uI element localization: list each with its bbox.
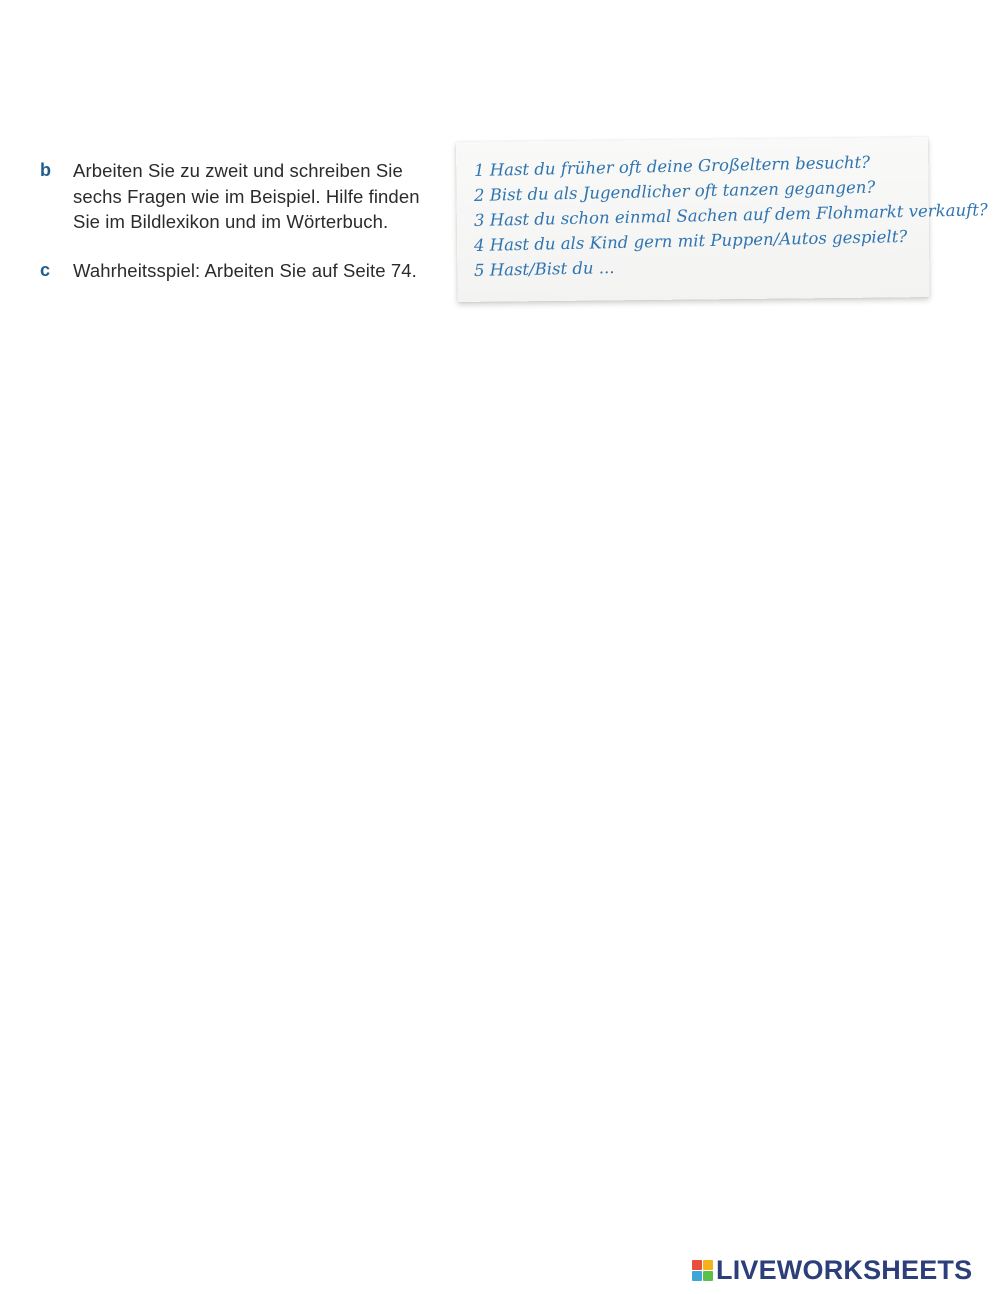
handwritten-questions — [473, 152, 988, 283]
task-b — [40, 158, 450, 235]
example-note — [452, 138, 988, 314]
instruction-line: Wahrheitsspiel: Arbeiten Sie auf Seite 74. — [73, 259, 417, 281]
task-c — [40, 258, 450, 284]
question-line: 5 Hast/Bist du ... — [473, 258, 615, 280]
question-line: 3 Hast du schon einmal Sachen auf dem Flohmarkt verkauft? — [473, 200, 988, 230]
logo-text: LIVEWORKSHEETS — [716, 1255, 973, 1285]
logo-square-blue — [692, 1271, 702, 1281]
question-line: 1 Hast du früher oft deine Großeltern besucht? — [473, 152, 871, 180]
instruction-line: sechs Fragen wie im Beispiel. Hilfe finden — [73, 185, 420, 207]
instruction-line: Arbeiten Sie zu zweit und schreiben Sie — [73, 160, 403, 181]
instruction-line: Sie im Bildlexikon und im Wörterbuch. — [73, 211, 389, 232]
question-line: 4 Hast du als Kind gern mit Puppen/Autos gespielt? — [473, 226, 908, 255]
task-letter: b — [40, 160, 51, 180]
task-letter: c — [40, 259, 51, 280]
logo-square-yellow — [703, 1260, 713, 1270]
logo-square-green — [703, 1271, 713, 1281]
task-instruction — [73, 158, 420, 235]
task-instruction — [73, 258, 417, 284]
logo-square-red — [692, 1260, 702, 1270]
task-list — [40, 158, 450, 306]
liveworksheets-logo[interactable] — [692, 1255, 972, 1285]
question-line: 2 Bist du als Jugendlicher oft tanzen gegangen? — [473, 177, 876, 205]
liveworksheets-icon — [692, 1260, 713, 1281]
